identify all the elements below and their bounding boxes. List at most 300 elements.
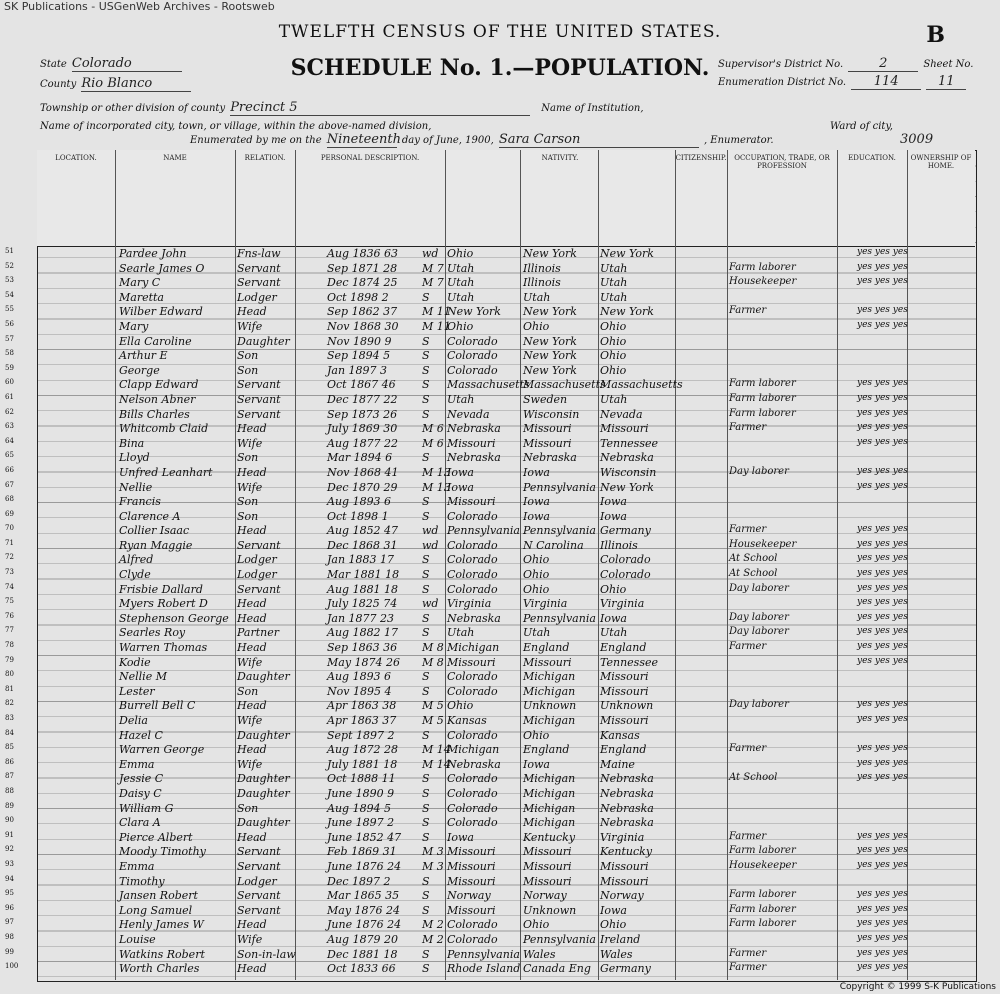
table-row [5,465,975,481]
cell-fb: Missouri [523,859,572,873]
state-line [40,52,182,72]
cell-fb: Iowa [523,757,550,771]
enumerator-name: Sara Carson [499,132,699,148]
cell-pb: Colorado [447,582,498,596]
table-row [5,392,975,408]
cell-fb: Ohio [523,319,550,333]
table-row [5,816,975,831]
cell-line: 78 [5,641,14,650]
cell-name: Delia [119,714,148,727]
cell-rel: Partner [237,626,279,640]
cell-edu: yes yes yes [857,261,908,272]
cell-rel: Servant [237,582,281,596]
cell-civ: M 5 [422,714,444,727]
cell-mb: Kansas [600,728,640,742]
cell-edu: yes yes yes [857,918,908,929]
enumerated-prefix: Enumerated by me on the [190,135,322,146]
cell-edu: yes yes yes [857,480,908,491]
cell-birth: Sep 1894 5 [327,349,391,363]
cell-birth: June 1897 2 [327,816,395,830]
cell-mb: Germany [600,962,651,976]
cell-fb: Ohio [523,728,550,742]
cell-occ: Farmer [729,947,767,959]
cell-name: Jessie C [119,772,164,786]
cell-name: Stephenson George [119,611,229,625]
cell-rel: Wife [237,932,263,946]
table-row [5,334,975,350]
cell-mb: Virginia [600,830,645,844]
cell-civ: S [422,962,430,976]
cell-fb: England [523,641,570,655]
cell-mb: Nebraska [600,816,654,830]
table-row [5,378,975,393]
cell-occ: Farmer [729,830,767,842]
cell-fb: Michigan [523,684,576,698]
table-row [5,363,975,379]
cell-mb: Massachusetts [600,378,683,392]
cell-edu: yes yes yes [857,743,908,754]
cell-civ: M 14 [422,757,451,771]
cell-birth: Aug 1852 47 [327,524,399,538]
table-row [5,772,975,787]
cell-mb: Colorado [600,553,651,567]
enumerated-mid: day of June, 1900, [401,135,494,146]
cell-mb: Norway [600,889,644,903]
cell-pb: Iowa [447,830,474,844]
cell-occ: Day laborer [729,611,789,623]
cell-name: Long Samuel [119,903,193,917]
cell-civ: S [422,830,430,844]
cell-rel: Son [237,451,259,465]
cell-birth: Nov 1868 41 [327,465,399,479]
cell-pb: Kansas [447,714,487,727]
cell-rel: Lodger [237,290,277,304]
cell-birth: Feb 1869 31 [327,845,397,859]
cell-fb: New York [523,247,577,260]
cell-name: Nellie [119,480,153,494]
cell-pb: Utah [447,626,475,640]
cell-birth: Aug 1882 17 [327,626,399,640]
cell-pb: Colorado [447,538,498,552]
cell-name: Hazel C [119,728,163,742]
cell-fb: Virginia [523,597,568,611]
cell-name: Watkins Robert [119,947,205,961]
table-row [5,611,975,627]
cell-mb: Utah [600,626,628,640]
cell-civ: S [422,407,430,421]
cell-line: 82 [5,699,14,708]
cell-civ: M 8 [422,655,444,669]
cell-line: 83 [5,714,14,722]
cell-mb: Iowa [600,903,627,917]
cell-civ: S [422,553,430,567]
cell-edu: yes yes yes [857,889,908,900]
table-row [5,261,975,277]
table-row [5,859,975,875]
cell-civ: M 11 [422,319,451,333]
cell-occ: Farm laborer [729,889,796,901]
table-row [5,874,975,890]
cell-line: 86 [5,757,14,766]
cell-edu: yes yes yes [857,611,908,622]
cell-birth: Aug 1872 28 [327,743,399,757]
cell-fb: New York [523,349,577,363]
cell-edu: yes yes yes [857,538,908,549]
cell-rel: Servant [237,845,281,859]
cell-rel: Daughter [237,772,290,786]
cell-line: 73 [5,568,14,577]
cell-civ: M 2 [422,932,444,946]
supervisor-line [718,52,973,72]
cell-birth: Mar 1865 35 [327,889,400,903]
cell-birth: Aug 1893 6 [327,495,392,509]
cell-line: 65 [5,451,14,460]
cell-fb: Massachusetts [523,378,606,392]
table-row [5,801,975,817]
cell-mb: Nevada [600,407,643,421]
table-row [5,830,975,846]
schedule-letter: B [926,22,945,48]
cell-rel: Servant [237,859,281,873]
cell-mb: Missouri [600,714,649,727]
cell-rel: Servant [237,407,281,421]
cell-fb: Wales [523,947,556,961]
cell-fb: Ohio [523,553,550,567]
column-header [37,150,975,247]
cell-birth: Mar 1894 6 [327,451,393,465]
cell-fb: New York [523,305,577,319]
state-label: State [40,59,67,70]
table-row [5,305,975,320]
group-citizenship: CITIZENSHIP. [675,154,727,162]
cell-civ: S [422,874,430,888]
table-row [5,276,975,291]
cell-name: Arthur E [119,349,168,363]
cell-pb: Missouri [447,874,496,888]
cell-name: Lloyd [119,451,150,465]
cell-line: 58 [5,349,14,358]
cell-mb: Utah [600,261,628,275]
cell-edu: yes yes yes [857,962,908,973]
cell-occ: Farmer [729,641,767,653]
table-row [5,626,975,641]
cell-pb: Massachusetts [447,378,530,392]
cell-civ: M 8 [422,641,444,655]
cell-line: 55 [5,305,14,314]
cell-line: 52 [5,261,14,270]
cell-edu: yes yes yes [857,714,908,724]
cell-edu: yes yes yes [857,392,908,403]
cell-name: Clarence A [119,509,181,523]
table-row [5,451,975,466]
table-row [5,597,975,612]
cell-fb: Missouri [523,436,572,450]
table-row [5,568,975,583]
cell-pb: Ohio [447,699,474,713]
cell-pb: Colorado [447,568,498,582]
cell-fb: Missouri [523,422,572,436]
cell-occ: Farmer [729,524,767,536]
cell-pb: Rhode Island [447,962,521,976]
cell-pb: Colorado [447,932,498,946]
township-label: Township or other division of county [40,103,226,114]
cell-mb: Ohio [600,319,627,333]
cell-edu: yes yes yes [857,276,908,287]
cell-edu: yes yes yes [857,947,908,958]
cell-mb: Ohio [600,582,627,596]
cell-pb: Colorado [447,334,498,348]
cell-line: 79 [5,655,14,664]
cell-edu: yes yes yes [857,436,908,447]
cell-fb: England [523,743,570,757]
cell-birth: Mar 1881 18 [327,568,400,582]
cell-name: Mary C [119,276,161,290]
cell-civ: S [422,392,430,406]
cell-line: 77 [5,626,14,635]
cell-line: 67 [5,480,14,489]
cell-mb: Utah [600,392,628,406]
group-nativity: NATIVITY. [541,154,579,162]
cell-pb: Colorado [447,553,498,567]
cell-line: 99 [5,947,14,956]
cell-mb: Missouri [600,874,649,888]
cell-occ: Housekeeper [729,538,797,550]
cell-mb: Iowa [600,509,627,523]
cell-edu: yes yes yes [857,903,908,914]
cell-rel: Son-in-law [237,947,296,961]
cell-civ: S [422,670,430,684]
cell-name: Searle James O [119,261,205,275]
cell-rel: Head [237,830,267,844]
table-row [5,714,975,729]
cell-name: Jansen Robert [119,889,198,903]
cell-pb: Colorado [447,801,498,815]
cell-fb: Illinois [523,261,561,275]
table-row [5,684,975,700]
cell-civ: S [422,509,430,523]
cell-fb: Michigan [523,772,576,786]
table-row [5,349,975,364]
cell-civ: S [422,889,430,903]
table-row [5,509,975,525]
cell-rel: Son [237,363,259,377]
cell-pb: Nebraska [447,757,501,771]
ward-label: Ward of city, [830,121,893,132]
cell-name: Emma [119,859,155,873]
cell-name: Bina [119,436,145,450]
cell-edu: yes yes yes [857,845,908,856]
cell-birth: Sep 1871 28 [327,261,398,275]
cell-pb: Missouri [447,903,496,917]
cell-rel: Lodger [237,553,277,567]
cell-fb: N Carolina [523,538,584,552]
cell-pb: Utah [447,276,475,290]
table-row [5,757,975,773]
cell-civ: M 7 [422,276,444,290]
cell-rel: Son [237,684,259,698]
group-location: LOCATION. [55,154,97,162]
cell-line: 76 [5,611,14,620]
cell-name: Timothy [119,874,165,888]
cell-name: Francis [119,495,161,509]
cell-name: Collier Isaac [119,524,190,538]
cell-mb: Germany [600,524,651,538]
cell-civ: S [422,772,430,786]
cell-occ: Farmer [729,743,767,755]
cell-name: Clyde [119,568,151,582]
cell-occ: Farm laborer [729,845,796,857]
enumeration-label: Enumeration District No. [718,77,847,88]
cell-rel: Daughter [237,334,290,348]
cell-line: 53 [5,276,14,285]
cell-civ: S [422,816,430,830]
cell-name: Clara A [119,816,161,830]
cell-name: Mary [119,319,149,333]
cell-pb: Iowa [447,480,474,494]
cell-name: Henly James W [119,918,204,932]
cell-pb: Colorado [447,684,498,698]
cell-edu: yes yes yes [857,932,908,943]
cell-birth: Oct 1898 2 [327,290,389,304]
table-row [5,582,975,598]
cell-mb: Wisconsin [600,465,657,479]
source-caption: SK Publications - USGenWeb Archives - Rootsweb [4,0,275,13]
supervisor-value: 2 [848,56,918,72]
cell-line: 97 [5,918,14,927]
cell-pb: Colorado [447,363,498,377]
cell-fb: Iowa [523,465,550,479]
cell-civ: M 11 [422,305,451,319]
table-row [5,538,975,554]
cell-birth: June 1852 47 [327,830,402,844]
cell-birth: June 1876 24 [327,918,402,932]
cell-occ: At School [729,772,778,784]
cell-fb: Michigan [523,786,576,800]
cell-line: 70 [5,524,14,533]
cell-edu: yes yes yes [857,699,908,710]
cell-mb: Missouri [600,670,649,684]
cell-pb: Missouri [447,859,496,873]
cell-line: 72 [5,553,14,562]
cell-edu: yes yes yes [857,305,908,316]
cell-occ: Farm laborer [729,903,796,915]
cell-civ: S [422,786,430,800]
cell-edu: yes yes yes [857,422,908,433]
cell-fb: Utah [523,290,551,304]
table-row [5,947,975,963]
cell-civ: S [422,728,430,742]
township-line [40,96,644,116]
cell-fb: Michigan [523,801,576,815]
group-name: NAME [163,154,187,162]
table-row [5,553,975,568]
cell-name: Pardee John [119,247,187,260]
cell-fb: New York [523,334,577,348]
census-rows [5,247,975,977]
cell-name: Emma [119,757,155,771]
cell-pb: Utah [447,392,475,406]
cell-birth: Sept 1897 2 [327,728,395,742]
cell-line: 90 [5,816,14,825]
ward-line [830,114,893,133]
cell-fb: Pennsylvania [523,611,596,625]
cell-rel: Servant [237,889,281,903]
cell-civ: S [422,451,430,465]
cell-rel: Daughter [237,786,290,800]
cell-occ: Farm laborer [729,392,796,404]
cell-mb: Iowa [600,495,627,509]
table-row [5,918,975,933]
cell-line: 80 [5,670,14,679]
cell-birth: Aug 1881 18 [327,582,399,596]
table-row [5,290,975,306]
cell-name: Warren Thomas [119,641,208,655]
cell-rel: Son [237,495,259,509]
cell-mb: Utah [600,290,628,304]
cell-edu: yes yes yes [857,319,908,330]
cell-fb: Wisconsin [523,407,580,421]
cell-name: Kodie [119,655,151,669]
cell-rel: Servant [237,903,281,917]
cell-birth: Jan 1877 23 [327,611,395,625]
cell-civ: S [422,290,430,304]
group-relation: RELATION. [244,154,286,162]
cell-rel: Fns-law [237,247,281,260]
cell-mb: England [600,743,647,757]
cell-name: Louise [119,932,156,946]
cell-mb: Ohio [600,363,627,377]
cell-rel: Lodger [237,874,277,888]
cell-pb: Pennsylvania [447,524,520,538]
cell-birth: Sep 1873 26 [327,407,398,421]
cell-pb: Colorado [447,349,498,363]
cell-pb: Norway [447,889,491,903]
cell-pb: Michigan [447,641,500,655]
cell-civ: S [422,582,430,596]
cell-birth: Aug 1836 63 [327,247,399,260]
cell-edu: yes yes yes [857,378,908,389]
cell-line: 57 [5,334,14,343]
cell-rel: Head [237,641,267,655]
cell-name: Ella Caroline [119,334,192,348]
cell-fb: Michigan [523,714,576,727]
cell-fb: Utah [523,626,551,640]
cell-birth: Oct 1898 1 [327,509,389,523]
cell-line: 54 [5,290,14,299]
cell-line: 92 [5,845,14,854]
cell-pb: Colorado [447,670,498,684]
cell-name: Searles Roy [119,626,186,640]
cell-occ: Farm laborer [729,378,796,390]
cell-civ: S [422,495,430,509]
cell-fb: Missouri [523,874,572,888]
cell-birth: Jan 1883 17 [327,553,395,567]
cell-name: Maretta [119,290,164,304]
cell-occ: Housekeeper [729,859,797,871]
cell-name: Lester [119,684,155,698]
cell-line: 81 [5,684,14,693]
cell-birth: Dec 1877 22 [327,392,398,406]
cell-civ: M 3 [422,859,444,873]
sheet-value: 11 [926,74,966,90]
cell-edu: yes yes yes [857,859,908,870]
enumerated-line [190,128,774,148]
cell-edu: yes yes yes [857,247,908,257]
cell-fb: Iowa [523,509,550,523]
cell-name: Frisbie Dallard [119,582,203,596]
cell-birth: Apr 1863 37 [327,714,397,727]
cell-fb: Missouri [523,845,572,859]
